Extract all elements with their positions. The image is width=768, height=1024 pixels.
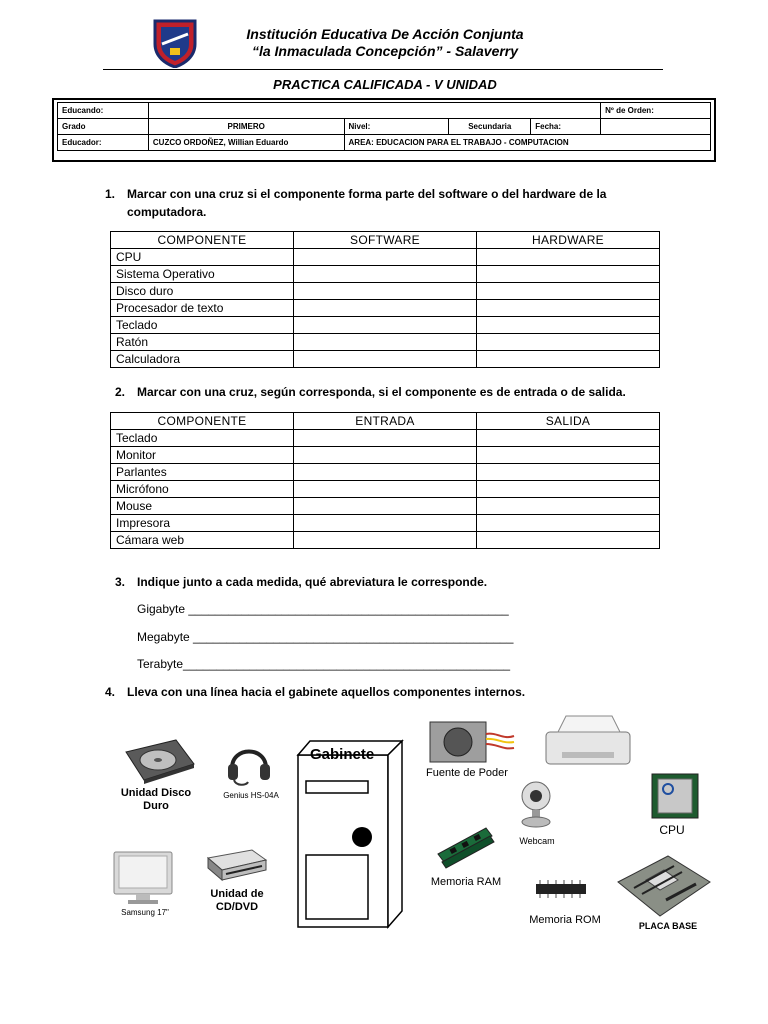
educando-field[interactable] <box>148 103 600 119</box>
answer-cell[interactable] <box>477 430 660 447</box>
psu-label: Fuente de Poder <box>426 767 508 779</box>
question-4: 4. Lleva con una línea hacia el gabinete aquellos componentes internos. <box>105 685 526 699</box>
answer-cell[interactable] <box>294 481 477 498</box>
grado-value: PRIMERO <box>148 119 344 135</box>
answer-cell[interactable] <box>477 249 660 266</box>
fecha-label: Fecha: <box>531 119 601 135</box>
answer-cell[interactable] <box>477 283 660 300</box>
answer-cell[interactable] <box>294 430 477 447</box>
table-row <box>111 447 660 464</box>
school-shield-logo <box>152 18 198 68</box>
ram-label: Memoria RAM <box>430 876 502 888</box>
answer-cell[interactable] <box>294 249 477 266</box>
practice-title: PRACTICA CALIFICADA - V UNIDAD <box>273 77 497 92</box>
answer-cell[interactable] <box>477 266 660 283</box>
q2-header-componente: COMPONENTE <box>111 413 294 430</box>
answer-cell[interactable] <box>294 334 477 351</box>
component-cell: Impresora <box>111 515 294 532</box>
table-row <box>111 515 660 532</box>
gigabyte-line[interactable]: Gigabyte ________________________________________________ <box>137 602 509 616</box>
table-row <box>111 464 660 481</box>
fecha-field[interactable] <box>601 119 711 135</box>
table-row <box>111 249 660 266</box>
nivel-label: Nivel: <box>344 119 449 135</box>
headset-image <box>222 738 276 788</box>
rom-label: Memoria ROM <box>529 914 601 926</box>
table-row <box>111 317 660 334</box>
component-cell: Monitor <box>111 447 294 464</box>
answer-cell[interactable] <box>294 283 477 300</box>
table-row <box>111 351 660 368</box>
power-supply-image <box>428 714 516 764</box>
cpu-chip-image <box>650 772 700 820</box>
q2-header-entrada: ENTRADA <box>294 413 477 430</box>
grado-label: Grado <box>58 119 149 135</box>
answer-cell[interactable] <box>294 447 477 464</box>
nivel-value: Secundaria <box>449 119 531 135</box>
motherboard-image <box>616 852 712 920</box>
answer-cell[interactable] <box>294 317 477 334</box>
table-row <box>111 283 660 300</box>
component-cell: Sistema Operativo <box>111 266 294 283</box>
institution-name: Institución Educativa De Acción Conjunta “la Inmaculada Concepción” - Salaverry <box>246 26 524 59</box>
terabyte-line[interactable]: Terabyte_________________________________________________ <box>137 657 511 671</box>
answer-cell[interactable] <box>294 300 477 317</box>
answer-cell[interactable] <box>294 266 477 283</box>
component-cell: Procesador de texto <box>111 300 294 317</box>
cd-dvd-label: Unidad de CD/DVD <box>210 888 264 913</box>
cd-drive-image <box>206 848 268 882</box>
table-row <box>111 266 660 283</box>
question-1: 1. Marcar con una cruz si el componente forma parte del software o del hardware de la computadora. <box>105 187 607 219</box>
q1-table <box>110 231 660 368</box>
rom-chip-image <box>530 878 592 900</box>
component-cell: Parlantes <box>111 464 294 481</box>
webcam-label: Webcam <box>519 836 555 846</box>
educando-label: Educando: <box>58 103 149 119</box>
component-cell: Cámara web <box>111 532 294 549</box>
webcam-image <box>514 778 558 830</box>
answer-cell[interactable] <box>477 498 660 515</box>
answer-cell[interactable] <box>477 334 660 351</box>
table-row <box>111 334 660 351</box>
cpu-label: CPU <box>659 823 685 837</box>
component-cell: CPU <box>111 249 294 266</box>
answer-cell[interactable] <box>477 300 660 317</box>
educador-label: Educador: <box>58 135 149 151</box>
q1-header-componente: COMPONENTE <box>111 232 294 249</box>
table-row <box>111 430 660 447</box>
table-row <box>111 481 660 498</box>
q1-header-software: SOFTWARE <box>294 232 477 249</box>
gabinete-label: Gabinete <box>310 746 375 763</box>
component-cell: Teclado <box>111 317 294 334</box>
question-3: 3. Indique junto a cada medida, qué abreviatura le corresponde. <box>115 575 488 589</box>
area-value: AREA: EDUCACION PARA EL TRABAJO - COMPUTACION <box>344 135 710 151</box>
answer-cell[interactable] <box>294 515 477 532</box>
component-cell: Ratón <box>111 334 294 351</box>
q2-header-salida: SALIDA <box>477 413 660 430</box>
component-cell: Calculadora <box>111 351 294 368</box>
student-info-box <box>52 98 716 162</box>
monitor-label: Samsung 17" <box>121 908 169 917</box>
q2-table <box>110 412 660 549</box>
gabinete-tower <box>296 739 408 929</box>
component-cell: Mouse <box>111 498 294 515</box>
orden-label: Nº de Orden: <box>601 103 711 119</box>
table-row <box>111 300 660 317</box>
question-2: 2. Marcar con una cruz, según corresponda, si el componente es de entrada o de salida. <box>115 385 626 399</box>
placa-base-label: PLACA BASE <box>638 921 698 931</box>
answer-cell[interactable] <box>294 532 477 549</box>
component-cell: Teclado <box>111 430 294 447</box>
ram-image <box>436 824 496 870</box>
answer-cell[interactable] <box>477 464 660 481</box>
megabyte-line[interactable]: Megabyte ________________________________________________ <box>137 630 514 644</box>
answer-cell[interactable] <box>477 515 660 532</box>
table-row <box>111 498 660 515</box>
headset-label: Genius HS-04A <box>223 791 279 800</box>
q1-header-hardware: HARDWARE <box>477 232 660 249</box>
educador-value: CUZCO ORDOÑEZ, Willian Eduardo <box>148 135 344 151</box>
monitor-image <box>112 850 174 906</box>
answer-cell[interactable] <box>477 447 660 464</box>
hard-disk-image <box>122 736 196 784</box>
hdd-label: Unidad Disco Duro <box>120 787 192 812</box>
student-info-table <box>57 102 711 151</box>
table-row <box>111 532 660 549</box>
component-cell: Micrófono <box>111 481 294 498</box>
answer-cell[interactable] <box>294 498 477 515</box>
header-divider <box>103 69 663 70</box>
component-cell: Disco duro <box>111 283 294 300</box>
printer-image <box>540 712 636 770</box>
answer-cell[interactable] <box>294 464 477 481</box>
answer-cell[interactable] <box>477 351 660 368</box>
answer-cell[interactable] <box>477 317 660 334</box>
answer-cell[interactable] <box>477 532 660 549</box>
answer-cell[interactable] <box>294 351 477 368</box>
answer-cell[interactable] <box>477 481 660 498</box>
